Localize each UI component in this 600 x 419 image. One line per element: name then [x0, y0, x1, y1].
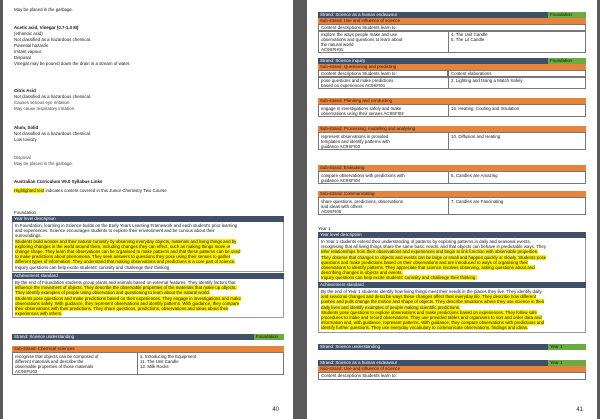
page-number: 40 [272, 407, 279, 413]
content-description-cell [319, 172, 449, 184]
cell-line: and ideas with others [321, 203, 363, 209]
table-row [319, 172, 586, 184]
paragraph-line [321, 275, 583, 280]
cell-line: 1. Introducing the Equipment [140, 353, 197, 359]
highlight-note [14, 188, 167, 193]
content-table [318, 197, 586, 215]
chemical-line: (ethanoic acid) [14, 31, 43, 36]
substrand-bar: Sub-strand: Use and influence of science [318, 366, 586, 372]
substrand-bar: Sub-strand: Questioning and predicting [318, 64, 586, 70]
strand-year-badge: Foundation [548, 12, 586, 18]
highlight-note-highlighted: Highlighted text [14, 188, 45, 193]
cell-line: 2. Lighting and Using a Match Safely [451, 77, 523, 83]
chemical-line: Not classified as a hazardous chemical. [14, 94, 92, 99]
year-level-description-text [12, 222, 284, 272]
page-number: 41 [576, 407, 583, 413]
chemical-line: Disposal [14, 55, 31, 60]
chemical-line: Irritant vapour. [14, 49, 43, 54]
chemical-line: Potential hazards [14, 43, 48, 48]
highlighted-text: influence the movement of objects. They describe the observable properties of the materials that make up objects. [15, 285, 237, 291]
highlighted-text: infer relationships from their observations and experiences and begin to link function with observable properties. [321, 249, 539, 255]
plain-text: surroundings. [15, 233, 42, 239]
cell-line: AC9SFU03 [15, 368, 38, 374]
lesson-links-cell [449, 77, 586, 89]
highlighted-text: Inquiry questions can help excite students' curiosity and challenge their thinking. [321, 275, 477, 281]
cell-line: pose questions and make predictions [321, 77, 394, 83]
highlighted-text: Students pose questions to explore observations and make predictions based on experiences. They follow safe [321, 309, 537, 315]
substrand-bar: Sub-strand: Use and influence of science [318, 18, 586, 24]
strand-bar: Strand: Science as a human endeavour [318, 360, 548, 366]
substrand-bar: Sub-strand: Evaluating [318, 165, 586, 171]
chemical-name: Citric Acid [14, 88, 36, 93]
strand-year-badge: Year 1 [548, 360, 586, 366]
paragraph-line [321, 299, 583, 304]
substrand-bar: Sub-strand: Communicating [318, 191, 586, 197]
content-description-cell [13, 353, 138, 375]
plain-text: By the end of Foundation students group plants and animals based on external features. They identify factors that [15, 280, 236, 285]
chemical-line: Vinegar may be poured down the drain in a stream of water. [14, 61, 131, 66]
cell-line: templates and identify patterns with [321, 138, 390, 144]
highlighted-text: and seasonal changes and describe ways these changes affect their everyday life. They describe how different [321, 294, 537, 300]
table-header [318, 372, 586, 380]
plain-text: In Foundation, learning in Science builds on the Early Years Learning Framework and each student's prior learning [15, 223, 238, 228]
cell-line: observable properties of those materials [15, 363, 94, 369]
content-table [318, 76, 586, 89]
chemical-line: Not classified as a hazardous chemical. [14, 37, 92, 42]
plain-text: In Year 1 students extend their understanding of patterns by exploring patterns in daily and seasonal events, [321, 239, 531, 244]
lesson-links-cell [138, 353, 284, 375]
paragraph-line [15, 265, 281, 270]
content-description-cell [319, 198, 449, 215]
year1-label: Year 1 [318, 226, 331, 231]
lesson-links-cell [449, 198, 586, 215]
cell-line: represent observations in provided [321, 133, 389, 139]
disposal-line: May be placed in the garbage. [14, 161, 74, 166]
cell-line: different materials and describe the [15, 358, 84, 364]
lesson-links-cell [449, 172, 586, 184]
highlighted-text: observations safely. With guidance, they represent observations and identify patterns. With guidance, they compare [15, 300, 240, 306]
cell-line: AC9SFH01 [321, 46, 344, 52]
content-table [12, 352, 284, 375]
cell-line: explore the ways people make and use [321, 31, 398, 37]
content-description-cell [319, 105, 449, 117]
highlighted-text: They identify examples of people using observation and questioning to learn about the natural world. [15, 290, 211, 296]
achievement-standard-bar: Achievement standard [12, 273, 284, 279]
plain-text: Inquiry questions can help excite students' curiosity and challenge their thinking. [15, 264, 171, 270]
cell-line: based on experiences AC9SFI01 [321, 82, 386, 88]
paragraph-line [15, 311, 281, 316]
cell-line: guidance AC9SFI03 [321, 143, 361, 149]
intro-line: May be placed in the garbage. [14, 7, 74, 12]
substrand-bar: Sub-strand: Chemical sciences [12, 346, 284, 352]
highlighted-text: Students build wonder and their natural curiosity by observing everyday objects, materials and living things and by [15, 238, 237, 244]
cell-line: 16. Heating, Cooling and Insulation [451, 105, 520, 111]
cell-line: 11. The Unit Candle [140, 358, 179, 364]
content-description-cell [319, 133, 449, 150]
right-page [307, 0, 597, 419]
content-table [318, 132, 586, 150]
chemical-line: Low toxicity [14, 137, 37, 142]
year-level-description-bar: Year level description [12, 216, 284, 222]
content-table [318, 171, 586, 184]
achievement-standard-text [318, 288, 586, 333]
table-row [13, 353, 284, 375]
header-content-descriptions: Content descriptions Students learn to: [318, 24, 586, 32]
content-description-cell [319, 77, 449, 89]
cell-line: 6. Candles are Amazing [451, 172, 498, 178]
substrand-bar: Sub-strand: Processing, modelling and analysing [318, 126, 586, 132]
cell-line: AC9SFI05 [321, 208, 342, 214]
cell-line: guidance AC9SFI04 [321, 177, 361, 183]
table-row [319, 133, 586, 150]
plain-text: By the end of Year 1 students identify how living things meet their needs in the places they live. They identify daily [321, 289, 542, 294]
left-page [3, 0, 293, 419]
plain-text: recognising that all living things share the same basic needs, and that objects can behave in predictable ways. They [321, 244, 546, 250]
cell-line: 7. Candles are Fascinating [451, 198, 504, 204]
highlighted-text: pushes and pulls change the motion and shape of objects. They describe situations where they use science in their [321, 299, 545, 305]
cell-line: observations and questions to learn about [321, 36, 403, 42]
highlighted-text: They observe that changes to objects and events can be large or small and happen quickly or slowly. Students pose [321, 254, 547, 260]
strand-year-badge: Foundation [254, 334, 284, 340]
achievement-standard-bar: Achievement standard [318, 282, 586, 288]
year-level-description-bar: Year level description [318, 232, 586, 238]
chemical-line: Not classified as a hazardous chemical. [14, 131, 92, 136]
content-table [318, 30, 586, 53]
highlighted-text: different types of information. They understand that making observations and predictions is a core part of science. [15, 259, 236, 265]
chemical-line: May cause respiratory irritation [14, 106, 75, 111]
strand-year-badge: Foundation [548, 58, 586, 64]
highlighted-text: Students pose questions and make predictions based on their experiences. They engage in investigations and make [15, 295, 241, 301]
table-row [319, 77, 586, 89]
strand-year-badge: Year 1 [548, 344, 586, 350]
highlighted-text: to make predictions about phenomena. They seek answers to questions they pose using their senses to gather [15, 254, 231, 260]
highlighted-text: change shape. They learn that observations can be organised to make patterns and that these patterns can be used [15, 249, 241, 255]
lesson-links-cell [449, 133, 586, 150]
chemical-name: Acetic acid, Vinegar (0.7-1.3 M) [14, 25, 79, 30]
disposal-line: Disposal [14, 155, 31, 160]
highlighted-text: identify further questions. They use everyday vocabulary to communicate observations, findings and ideas. [321, 325, 529, 331]
header-content-descriptions: Content descriptions Students learn to: [318, 372, 586, 380]
header-content-descriptions: Content descriptions Students learn to: [318, 70, 448, 78]
cell-line: engage in investigations safely and make [321, 105, 402, 111]
year-level-description-text [318, 238, 586, 283]
cell-line: the natural world [321, 41, 354, 47]
cell-line: 10. Diffusion and Heating [451, 133, 501, 139]
table-row [319, 105, 586, 117]
table-row [319, 31, 586, 53]
cell-line: compare observations with predictions with [321, 172, 405, 178]
strand-bar: Strand: Science as a human endeavour [318, 12, 548, 18]
strand-bar: Strand: Science understanding [318, 344, 548, 350]
cell-line: 4. The Unit Candle [451, 31, 488, 37]
lesson-links-cell [449, 31, 586, 53]
chemical-name: Alum, Solid [14, 125, 39, 130]
highlighted-text: their observations with their predictions. They share questions, predictions, observations and ideas about their [15, 306, 229, 312]
achievement-standard-text [12, 279, 284, 318]
plain-text: and experiences. Science encourages students to explore their environment and be curious about their [15, 228, 215, 234]
cell-line: share questions, predictions, observations [321, 198, 404, 204]
highlighted-text: exploring changes in the world around them, including changes they can effect, such as making things move or [15, 243, 231, 249]
content-description-cell [319, 31, 449, 53]
highlighted-text: observations to identify patterns. They appreciate that science involves observing, asking questions about and [321, 265, 535, 271]
highlighted-text: procedures to make and record observations. They use provided tables and organisers to sort and order data and [321, 315, 542, 321]
cell-line: 12. Milk Rocks [140, 363, 169, 369]
cell-line: recognise that objects can be composed of [15, 353, 99, 359]
highlighted-text: describing changes in objects and events. [321, 270, 403, 276]
highlighted-text: experiences with others. [15, 311, 63, 317]
foundation-label: Foundation [14, 210, 36, 215]
strand-bar: Strand: Science understanding [12, 334, 254, 340]
cell-line: 5. The Lit Candle [451, 36, 485, 42]
header-content-elaborations: Content elaborations [448, 70, 586, 78]
cell-line: observations using their senses AC9SFI02 [321, 110, 404, 116]
highlighted-text: information and, with guidance, represent patterns. With guidance, they compare observations with predictions and [321, 320, 545, 326]
substrand-bar: Sub-strand: Planning and conducting [318, 98, 586, 104]
highlight-note-rest: indicates content covered in this Junior Chemistry Two Course [44, 188, 167, 193]
lesson-links-cell [449, 105, 586, 117]
paragraph-line [321, 325, 583, 330]
content-table [318, 104, 586, 117]
chemical-line: Causes serious eye irritation [14, 100, 70, 105]
strand-bar: Strand: Science inquiry [318, 58, 548, 64]
highlighted-text: questions and make predictions based on their observations and are introduced to ways of organising their [321, 259, 528, 265]
table-row [319, 198, 586, 215]
highlighted-text: daily lives and identify examples of people making scientific predictions. [321, 304, 461, 310]
curriculum-heading: Australian Curriculum V9.0 Syllabus Links [14, 179, 103, 184]
